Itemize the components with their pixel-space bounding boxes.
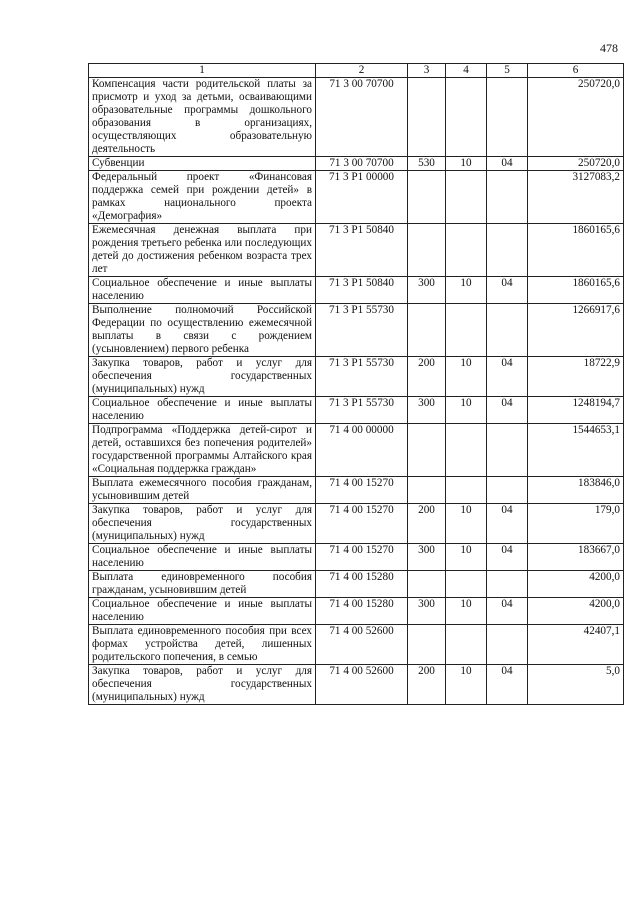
row-col5 (487, 571, 528, 598)
row-code: 71 3 P1 50840 (316, 277, 408, 304)
row-name: Социальное обеспечение и иные выплаты населению (89, 598, 316, 625)
row-code: 71 4 00 15280 (316, 571, 408, 598)
table-row (89, 665, 624, 705)
table-row (89, 477, 624, 504)
row-amount: 1544653,1 (528, 424, 624, 477)
table-body (89, 78, 624, 705)
row-col5 (487, 304, 528, 357)
row-col5 (487, 424, 528, 477)
column-header: 6 (528, 64, 624, 78)
row-col3 (408, 424, 446, 477)
table-row (89, 504, 624, 544)
row-col5 (487, 171, 528, 224)
table-row (89, 625, 624, 665)
table-row (89, 544, 624, 571)
row-col3: 300 (408, 397, 446, 424)
row-col4 (446, 304, 487, 357)
row-col5 (487, 477, 528, 504)
row-amount: 1860165,6 (528, 277, 624, 304)
header-row (89, 64, 624, 78)
table-row (89, 157, 624, 171)
row-amount: 183846,0 (528, 477, 624, 504)
row-name: Субвенции (89, 157, 316, 171)
row-code: 71 4 00 15280 (316, 598, 408, 625)
row-col3: 300 (408, 277, 446, 304)
row-code: 71 4 00 15270 (316, 544, 408, 571)
column-header: 4 (446, 64, 487, 78)
row-name: Подпрограмма «Поддержка детей-сирот и детей, оставшихся без попечения родителей» государственной программы Алтайского края «Социальная поддержка граждан» (89, 424, 316, 477)
row-amount: 1860165,6 (528, 224, 624, 277)
table-row (89, 224, 624, 277)
row-col3 (408, 224, 446, 277)
row-amount: 4200,0 (528, 571, 624, 598)
row-amount: 18722,9 (528, 357, 624, 397)
row-name: Социальное обеспечение и иные выплаты населению (89, 397, 316, 424)
row-code: 71 3 P1 55730 (316, 304, 408, 357)
column-header: 1 (89, 64, 316, 78)
row-col5: 04 (487, 157, 528, 171)
row-col5 (487, 625, 528, 665)
table-row (89, 397, 624, 424)
row-code: 71 4 00 15270 (316, 504, 408, 544)
row-code: 71 4 00 52600 (316, 625, 408, 665)
row-code: 71 4 00 15270 (316, 477, 408, 504)
row-col4: 10 (446, 397, 487, 424)
row-name: Компенсация части родительской платы за присмотр и уход за детьми, осваивающими образовательные программы дошкольного образования в организациях, осуществляющих образовательную деятельность (89, 78, 316, 157)
table-row (89, 171, 624, 224)
row-col5: 04 (487, 277, 528, 304)
row-amount: 1266917,6 (528, 304, 624, 357)
row-name: Закупка товаров, работ и услуг для обеспечения государственных (муниципальных) нужд (89, 504, 316, 544)
row-code: 71 3 00 70700 (316, 78, 408, 157)
row-col3: 300 (408, 598, 446, 625)
row-amount: 4200,0 (528, 598, 624, 625)
table-row (89, 304, 624, 357)
row-code: 71 4 00 52600 (316, 665, 408, 705)
row-amount: 42407,1 (528, 625, 624, 665)
row-col4: 10 (446, 157, 487, 171)
row-col5: 04 (487, 357, 528, 397)
row-col4: 10 (446, 357, 487, 397)
row-col3: 300 (408, 544, 446, 571)
row-amount: 250720,0 (528, 78, 624, 157)
row-name: Закупка товаров, работ и услуг для обеспечения государственных (муниципальных) нужд (89, 665, 316, 705)
row-amount: 1248194,7 (528, 397, 624, 424)
row-amount: 179,0 (528, 504, 624, 544)
row-col4 (446, 171, 487, 224)
row-col4 (446, 477, 487, 504)
row-col5: 04 (487, 504, 528, 544)
row-col4: 10 (446, 544, 487, 571)
row-name: Выплата ежемесячного пособия гражданам, усыновившим детей (89, 477, 316, 504)
row-col4: 10 (446, 598, 487, 625)
row-col3 (408, 477, 446, 504)
row-col3 (408, 171, 446, 224)
row-code: 71 4 00 00000 (316, 424, 408, 477)
row-code: 71 3 00 70700 (316, 157, 408, 171)
table-row (89, 598, 624, 625)
row-code: 71 3 P1 50840 (316, 224, 408, 277)
row-col3: 200 (408, 504, 446, 544)
row-col5: 04 (487, 665, 528, 705)
row-col3: 200 (408, 357, 446, 397)
column-header: 2 (316, 64, 408, 78)
table-row (89, 78, 624, 157)
row-name: Ежемесячная денежная выплата при рождения третьего ребенка или последующих детей до достижения ребенком возраста трех лет (89, 224, 316, 277)
row-name: Социальное обеспечение и иные выплаты населению (89, 544, 316, 571)
table-row (89, 357, 624, 397)
row-col5 (487, 78, 528, 157)
row-col4 (446, 625, 487, 665)
row-col4 (446, 78, 487, 157)
page-number: 478 (600, 41, 618, 55)
budget-table (88, 63, 624, 705)
row-code: 71 3 P1 55730 (316, 397, 408, 424)
row-col3 (408, 571, 446, 598)
table-row (89, 277, 624, 304)
row-col4: 10 (446, 504, 487, 544)
row-code: 71 3 P1 00000 (316, 171, 408, 224)
row-col3: 200 (408, 665, 446, 705)
row-col4 (446, 424, 487, 477)
row-code: 71 3 P1 55730 (316, 357, 408, 397)
row-col5 (487, 224, 528, 277)
row-amount: 3127083,2 (528, 171, 624, 224)
row-name: Закупка товаров, работ и услуг для обеспечения государственных (муниципальных) нужд (89, 357, 316, 397)
row-name: Федеральный проект «Финансовая поддержка семей при рождении детей» в рамках национального проекта «Демография» (89, 171, 316, 224)
row-col4: 10 (446, 665, 487, 705)
row-name: Выплата единовременного пособия при всех формах устройства детей, лишенных родительского попечения, в семью (89, 625, 316, 665)
row-col4 (446, 224, 487, 277)
row-col5: 04 (487, 544, 528, 571)
row-col3: 530 (408, 157, 446, 171)
row-col3 (408, 304, 446, 357)
column-header: 5 (487, 64, 528, 78)
column-header: 3 (408, 64, 446, 78)
row-name: Выполнение полномочий Российской Федерации по осуществлению ежемесячной выплаты в связи с рождением (усыновлением) первого ребенка (89, 304, 316, 357)
row-col5: 04 (487, 598, 528, 625)
table-row (89, 424, 624, 477)
row-col3 (408, 78, 446, 157)
row-col5: 04 (487, 397, 528, 424)
row-name: Выплата единовременного пособия гражданам, усыновившим детей (89, 571, 316, 598)
table-row (89, 571, 624, 598)
row-col3 (408, 625, 446, 665)
row-name: Социальное обеспечение и иные выплаты населению (89, 277, 316, 304)
row-col4 (446, 571, 487, 598)
row-amount: 5,0 (528, 665, 624, 705)
row-amount: 183667,0 (528, 544, 624, 571)
row-col4: 10 (446, 277, 487, 304)
row-amount: 250720,0 (528, 157, 624, 171)
